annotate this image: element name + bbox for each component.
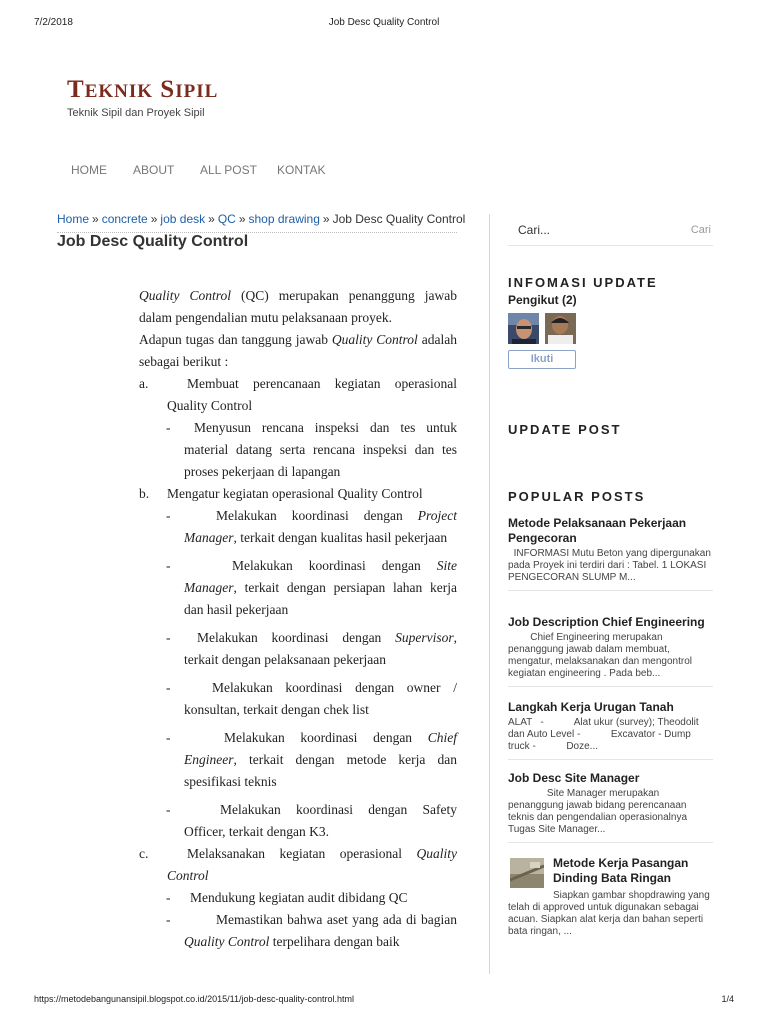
popular-post-title[interactable]: Langkah Kerja Urugan Tanah (508, 700, 674, 714)
column-divider (489, 214, 490, 974)
breadcrumb-concrete[interactable]: concrete (101, 212, 148, 226)
list-item (139, 417, 457, 483)
list-item (139, 727, 457, 793)
popular-post-snippet: INFORMASI Mutu Beton yang dipergunakan pada Proyek ini terdiri dari : Tabel. 1 LOKASI PENGECORAN SLUMP M... (508, 548, 714, 583)
search-box (508, 217, 713, 246)
search-input[interactable] (508, 217, 688, 243)
item-text: Menyusun rencana inspeksi dan tes untuk material datang serta rencana inspeksi dan tes proses pekerjaan di lapangan (184, 420, 457, 479)
tasks-pre: Adapun tugas dan tanggung jawab (139, 332, 332, 347)
item-text-pre: Memastikan bahwa aset yang ada di bagian (216, 912, 457, 927)
breadcrumb-current: Job Desc Quality Control (332, 212, 466, 226)
item-marker: - (166, 802, 171, 817)
print-footer (0, 994, 768, 1012)
section-text-em: Quality Control (167, 846, 457, 883)
item-text-post: , terkait dengan kualitas hasil pekerjaan (233, 530, 448, 545)
site-title-initial-2: S (160, 76, 176, 103)
section-marker: c. (139, 846, 149, 861)
section-a (139, 373, 457, 417)
section-marker: a. (139, 376, 149, 391)
popular-post-title[interactable]: Metode Pelaksanaan Pekerjaan Pengecoran (508, 516, 687, 545)
popular-posts-heading: POPULAR POSTS (508, 489, 646, 504)
section-marker: b. (139, 486, 150, 501)
breadcrumb-sep: » (238, 212, 246, 226)
tasks-em: Quality Control (331, 332, 418, 347)
breadcrumb-sep: » (208, 212, 215, 226)
popular-post[interactable] (508, 516, 713, 591)
popular-post-header (508, 856, 713, 888)
popular-post-snippet: Chief Engineering merupakan penanggung jawab dalam membuat, mengatur, melaksanakan dan mengontrol kegiatan engineering . Pada beb... (508, 632, 695, 679)
followers-label: Pengikut (2) (508, 293, 577, 307)
item-marker: - (166, 912, 171, 927)
item-marker: - (166, 420, 171, 435)
popular-post-snippet: Site Manager merupakan penanggung jawab bidang perencanaan teknis dan pengendalian operasionalnya Tugas Site Manager... (508, 788, 712, 835)
item-text-em: Site Manager (184, 558, 457, 595)
breadcrumb-sep: » (150, 212, 158, 226)
list-item (139, 909, 457, 953)
item-text-post: terpelihara dengan baik (269, 934, 400, 949)
list-item (139, 887, 457, 909)
tasks-post: adalah sebagai berikut : (139, 332, 457, 369)
item-marker: - (166, 508, 171, 523)
popular-post[interactable] (508, 771, 713, 843)
section-c (139, 843, 457, 887)
print-header (0, 0, 768, 28)
nav-about[interactable]: ABOUT (133, 163, 175, 177)
popular-post-snippet: Siapkan gambar shopdrawing yang telah di approved untuk digunakan sebagai acuan. Siapkan alat kerja dan bahan seperti bata ringan, ... (508, 890, 713, 937)
item-text: Melakukan koordinasi dengan Safety Officer, terkait dengan K3. (184, 802, 457, 839)
popular-post[interactable] (508, 700, 713, 760)
infomasi-heading: INFOMASI UPDATE (508, 275, 658, 290)
list-item (139, 627, 457, 671)
popular-post-snippet: ALAT - Alat ukur (survey); Theodolit dan Auto Level - Excavator - Dump truck - Doze... (508, 717, 702, 752)
item-text: Melakukan koordinasi dengan owner / konsultan, terkait dengan chek list (184, 680, 457, 717)
breadcrumb-sep: » (92, 212, 99, 226)
item-text-post: , terkait dengan pelaksanaan pekerjaan (184, 630, 457, 667)
item-text-em: Chief Engineer (184, 730, 457, 767)
follower-avatar[interactable] (545, 313, 576, 344)
site-title-rest-2: IPIL (175, 81, 219, 102)
update-post-heading: UPDATE POST (508, 422, 622, 437)
list-item (139, 799, 457, 843)
item-text-post: , terkait dengan metode kerja dan spesifikasi teknis (184, 752, 457, 789)
item-text-pre: Melakukan koordinasi dengan (216, 508, 418, 523)
breadcrumb-job-desk[interactable]: job desk (160, 212, 206, 226)
item-text-pre: Melakukan koordinasi dengan (197, 630, 396, 645)
print-page-number: 1/4 (721, 994, 734, 1004)
tasks-paragraph (139, 329, 457, 373)
breadcrumb-sep: » (322, 212, 330, 226)
intro-text: (QC) merupakan penanggung jawab dalam pengendalian mutu pelaksanaan proyek. (139, 288, 457, 325)
print-date: 7/2/2018 (34, 17, 73, 28)
breadcrumb-home[interactable]: Home (57, 212, 90, 226)
follow-button[interactable]: Ikuti (508, 350, 576, 369)
item-marker: - (166, 890, 171, 905)
post-body (139, 285, 457, 953)
post-title: Job Desc Quality Control (57, 233, 249, 250)
item-text-em: Project Manager (184, 508, 457, 545)
item-text: Mendukung kegiatan audit dibidang QC (190, 890, 408, 905)
breadcrumb-qc[interactable]: QC (217, 212, 236, 226)
breadcrumb-shop-drawing[interactable]: shop drawing (248, 212, 320, 226)
list-item (139, 505, 457, 549)
intro-em: Quality Control (139, 288, 232, 303)
site-description: Teknik Sipil dan Proyek Sipil (67, 107, 205, 119)
section-text-pre: Melaksanakan kegiatan operasional (187, 846, 417, 861)
item-marker: - (166, 680, 171, 695)
list-item (139, 677, 457, 721)
popular-post-title[interactable]: Job Description Chief Engineering (508, 615, 705, 629)
nav-all-post[interactable]: ALL POST (200, 163, 257, 177)
popular-post[interactable] (508, 856, 713, 944)
print-url: https://metodebangunansipil.blogspot.co.id/2015/11/job-desc-quality-control.html (34, 994, 355, 1004)
popular-post-title[interactable]: Metode Kerja Pasangan Dinding Bata Ringan (553, 856, 689, 885)
item-marker: - (166, 730, 171, 745)
site-title-initial-1: T (67, 76, 85, 103)
site-title[interactable] (67, 76, 218, 104)
popular-post-title[interactable]: Job Desc Site Manager (508, 771, 640, 785)
nav-home[interactable]: HOME (71, 163, 107, 177)
item-marker: - (166, 630, 171, 645)
item-text-pre: Melakukan koordinasi dengan (224, 730, 428, 745)
item-text-em: Supervisor (395, 630, 454, 645)
search-button[interactable]: Cari (690, 224, 711, 236)
section-text: Mengatur kegiatan operasional Quality Control (167, 486, 423, 501)
intro-paragraph (139, 285, 457, 329)
breadcrumb (57, 212, 465, 226)
item-text-post: , terkait dengan persiapan lahan kerja dan hasil pekerjaan (184, 580, 457, 617)
follower-avatar[interactable] (508, 313, 539, 344)
item-text-pre: Melakukan koordinasi dengan (232, 558, 437, 573)
popular-post[interactable] (508, 615, 713, 687)
item-text-em: Quality Control (184, 934, 270, 949)
item-marker: - (166, 558, 171, 573)
print-title: Job Desc Quality Control (328, 17, 440, 28)
nav-kontak[interactable]: KONTAK (277, 163, 326, 177)
section-text: Membuat perencanaan kegiatan operasional Quality Control (167, 376, 457, 413)
list-item (139, 555, 457, 621)
site-title-rest-1: EKNIK (84, 81, 154, 102)
thumbnail-image[interactable] (510, 858, 544, 888)
section-b (139, 483, 457, 505)
